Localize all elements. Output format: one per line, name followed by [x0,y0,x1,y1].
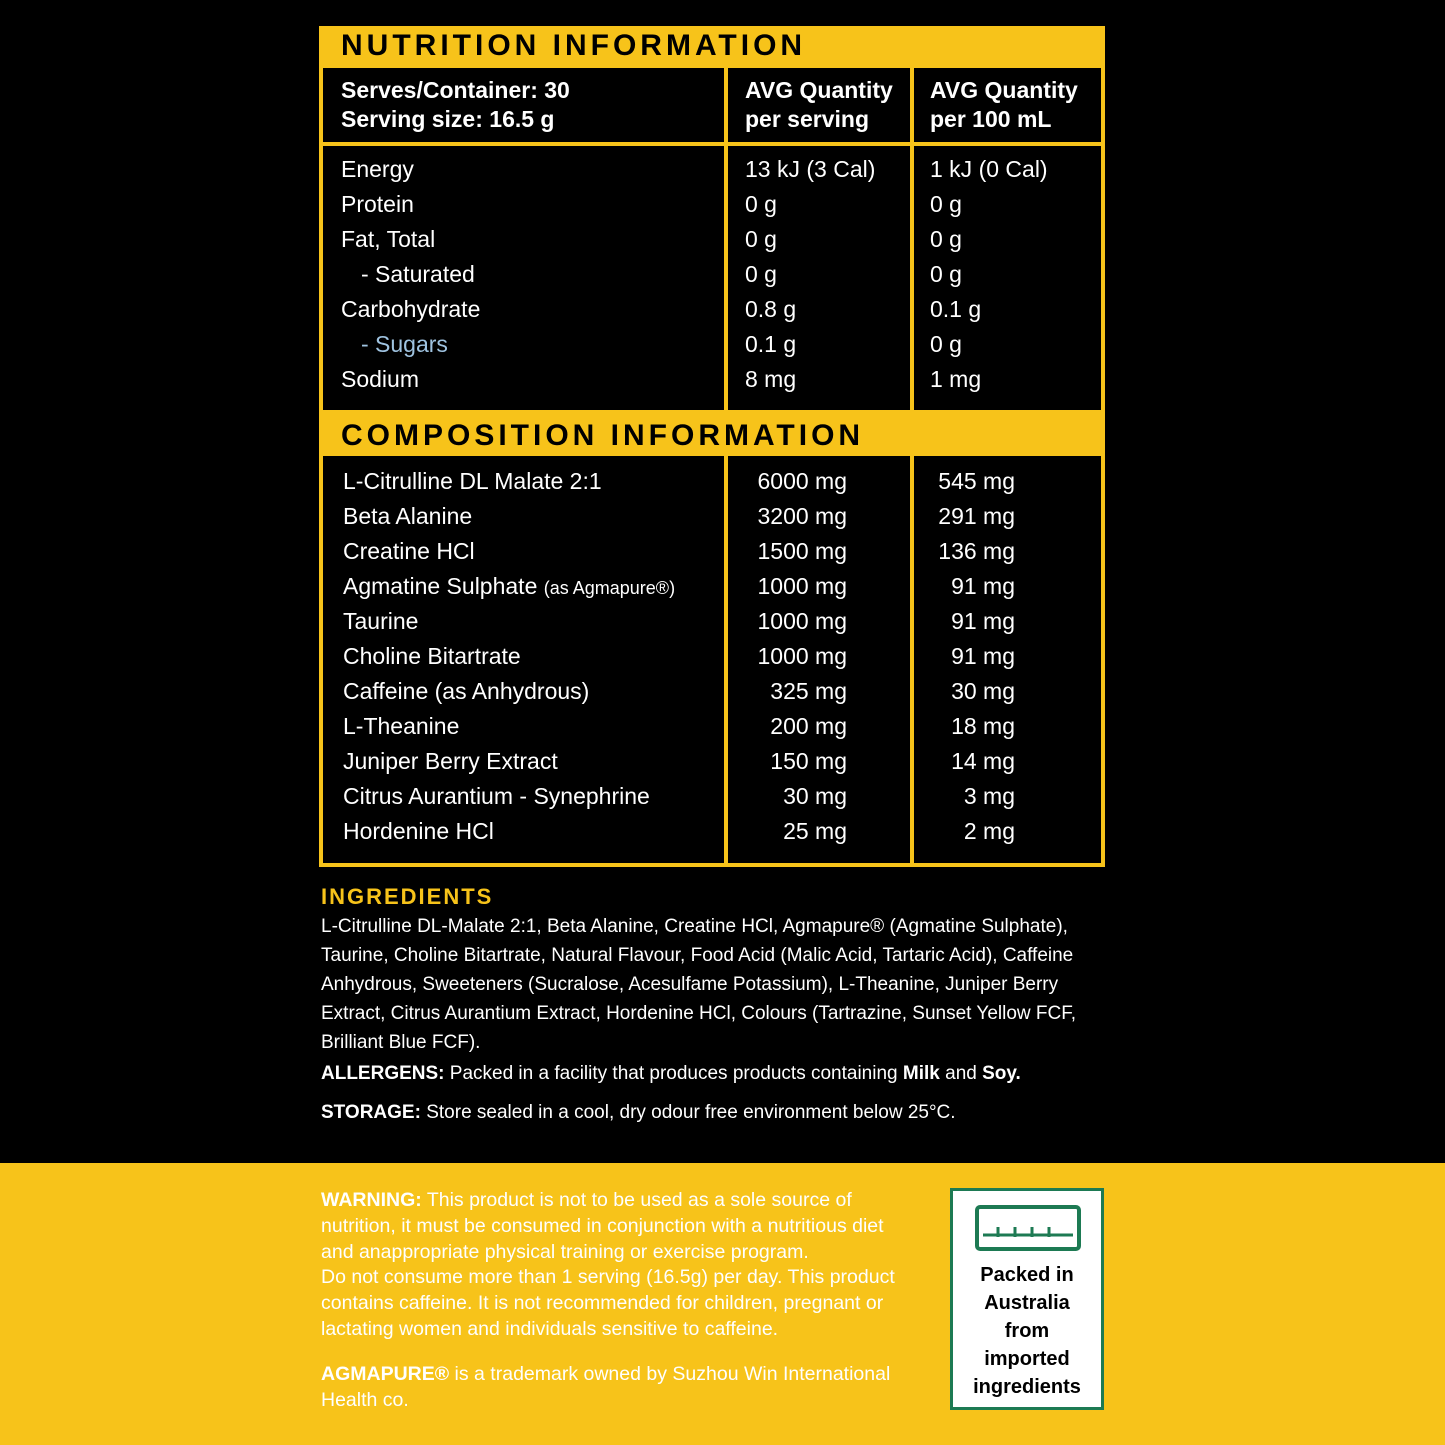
country-of-origin-label [950,1188,1104,1410]
nutrition-per-100: 0 g [930,226,962,252]
composition-per-100: 3 mg [963,783,1015,809]
composition-per-serving: 325 mg [770,678,847,704]
composition-per-100: 545 mg [938,468,1015,494]
nutrition-label-sugars: - Sugars [361,331,448,357]
composition-per-serving: 30 mg [783,783,847,809]
allergens-label: ALLERGENS: [321,1063,445,1084]
composition-per-100: 30 mg [951,678,1015,704]
col-header-per-serving-line2: per serving [745,106,869,132]
nutrition-title: NUTRITION INFORMATION [341,29,807,62]
composition-label: Agmatine Sulphate [343,573,538,599]
composition-label: Taurine [343,608,419,634]
col-header-per-serving [745,76,893,134]
header-row-divider [319,142,1105,146]
frame-bottom [319,863,1105,867]
nutrition-per-100: 1 kJ (0 Cal) [930,156,1048,182]
composition-per-serving: 1000 mg [757,608,847,634]
origin-line2: Australia [984,1292,1070,1314]
origin-text [953,1261,1101,1401]
composition-per-100: 136 mg [938,538,1015,564]
nutrition-per-serving: 0 g [745,226,777,252]
trademark-text: is a trademark owned by Suzhou Win International Health co. [321,1363,891,1411]
nutrition-per-100: 0.1 g [930,296,982,322]
origin-line1: Packed in [980,1264,1074,1286]
allergen-and: and [945,1063,977,1084]
nutrition-per-100: 0 g [930,331,962,357]
trademark-label: AGMAPURE® [321,1363,450,1385]
allergens-statement [321,1060,1021,1088]
col-header-per-100-line2: per 100 mL [930,106,1052,132]
allergens-text: Packed in a facility that produces products containing [449,1063,898,1084]
allergen-soy: Soy. [982,1063,1021,1084]
composition-label: Hordenine HCl [343,818,494,844]
composition-per-serving: 1000 mg [757,573,847,599]
nutrition-per-100: 0 g [930,261,962,287]
nutrition-label: - Saturated [361,261,475,287]
col-header-per-serving-line1: AVG Quantity [745,77,893,103]
nutrition-label: Energy [341,156,414,182]
nutrition-per-serving: 8 mg [745,366,797,392]
composition-per-serving: 6000 mg [757,468,847,494]
col-divider-2-top [910,66,914,412]
warning-label: WARNING: [321,1189,422,1211]
composition-per-100: 2 mg [963,818,1015,844]
composition-label: L-Theanine [343,713,460,739]
col-header-per-100-line1: AVG Quantity [930,77,1078,103]
nutrition-header [319,26,1105,68]
origin-bar-chart-icon [953,1191,1101,1251]
composition-per-100: 91 mg [951,643,1015,669]
composition-per-100: 91 mg [951,608,1015,634]
trademark-notice [321,1361,936,1413]
nutrition-per-100: 1 mg [930,366,982,392]
composition-note: (as Agmapure®) [543,578,676,598]
col-header-per-100 [930,76,1078,134]
composition-per-serving: 25 mg [783,818,847,844]
storage-text: Store sealed in a cool, dry odour free environment below 25°C. [426,1102,956,1123]
warning-text [321,1188,921,1343]
composition-label: Creatine HCl [343,538,475,564]
nutrition-label: Protein [341,191,414,217]
serves-info [341,76,570,134]
composition-header [319,410,1105,456]
col-divider-1-bottom [724,454,728,866]
nutrition-per-serving: 13 kJ (3 Cal) [745,156,876,182]
storage-statement [321,1099,956,1127]
composition-label: L-Citrulline DL Malate 2:1 [343,468,602,494]
nutrition-label: Sodium [341,366,419,392]
composition-label: Juniper Berry Extract [343,748,558,774]
nutrition-per-100: 0 g [930,191,962,217]
warning-body-2: Do not consume more than 1 serving (16.5g) per day. This product contains caffeine. It is not recommended for children, pregnant or lactating women and individuals sensitive to caffeine. [321,1266,895,1340]
origin-line5: ingredients [973,1376,1081,1398]
nutrition-per-serving: 0.8 g [745,296,797,322]
nutrition-per-serving: 0 g [745,191,777,217]
allergen-milk: Milk [902,1063,940,1084]
serving-size: Serving size: 16.5 g [341,106,555,132]
serves-per-container: Serves/Container: 30 [341,77,570,103]
origin-line4: imported [984,1348,1070,1370]
composition-label: Caffeine (as Anhydrous) [343,678,590,704]
composition-per-100: 14 mg [951,748,1015,774]
composition-per-serving: 1500 mg [757,538,847,564]
composition-label: Citrus Aurantium - Synephrine [343,783,650,809]
nutrition-label: Carbohydrate [341,296,481,322]
composition-per-100: 91 mg [951,573,1015,599]
col-divider-1-top [724,66,728,412]
composition-per-100: 291 mg [938,503,1015,529]
nutrition-label: Fat, Total [341,226,436,252]
composition-label: Choline Bitartrate [343,643,521,669]
composition-per-serving: 3200 mg [757,503,847,529]
ingredients-text: L-Citrulline DL-Malate 2:1, Beta Alanine, Creatine HCl, Agmapure® (Agmatine Sulphate), Taurine, Choline Bitartrate, Natural Flavour, Food Acid (Malic Acid, Tartaric Acid), Caffeine Anhydrous, Sweeteners (Sucralose, Acesulfame Potassium), L-Theanine, Juniper Berry Extract, Citrus Aurantium Extract, Hordenine HCl, Colours (Tartrazine, Sunset Yellow FCF, Brilliant Blue FCF). [321,916,1077,1053]
composition-title: COMPOSITION INFORMATION [341,419,865,452]
composition-per-100: 18 mg [951,713,1015,739]
nutrition-per-serving: 0.1 g [745,331,797,357]
nutrition-per-serving: 0 g [745,261,777,287]
warning-body: This product is not to be used as a sole source of nutrition, it must be consumed in conjunction with a nutritious diet and anappropriate physical training or exercise program. [321,1189,884,1263]
composition-label: Beta Alanine [343,503,473,529]
composition-per-serving: 150 mg [770,748,847,774]
composition-label-agmatine [343,569,675,604]
col-divider-2-bottom [910,454,914,866]
composition-per-serving: 1000 mg [757,643,847,669]
composition-per-serving: 200 mg [770,713,847,739]
origin-line3: from [1004,1320,1050,1342]
ingredients-title: INGREDIENTS [321,884,494,909]
storage-label: STORAGE: [321,1102,421,1123]
